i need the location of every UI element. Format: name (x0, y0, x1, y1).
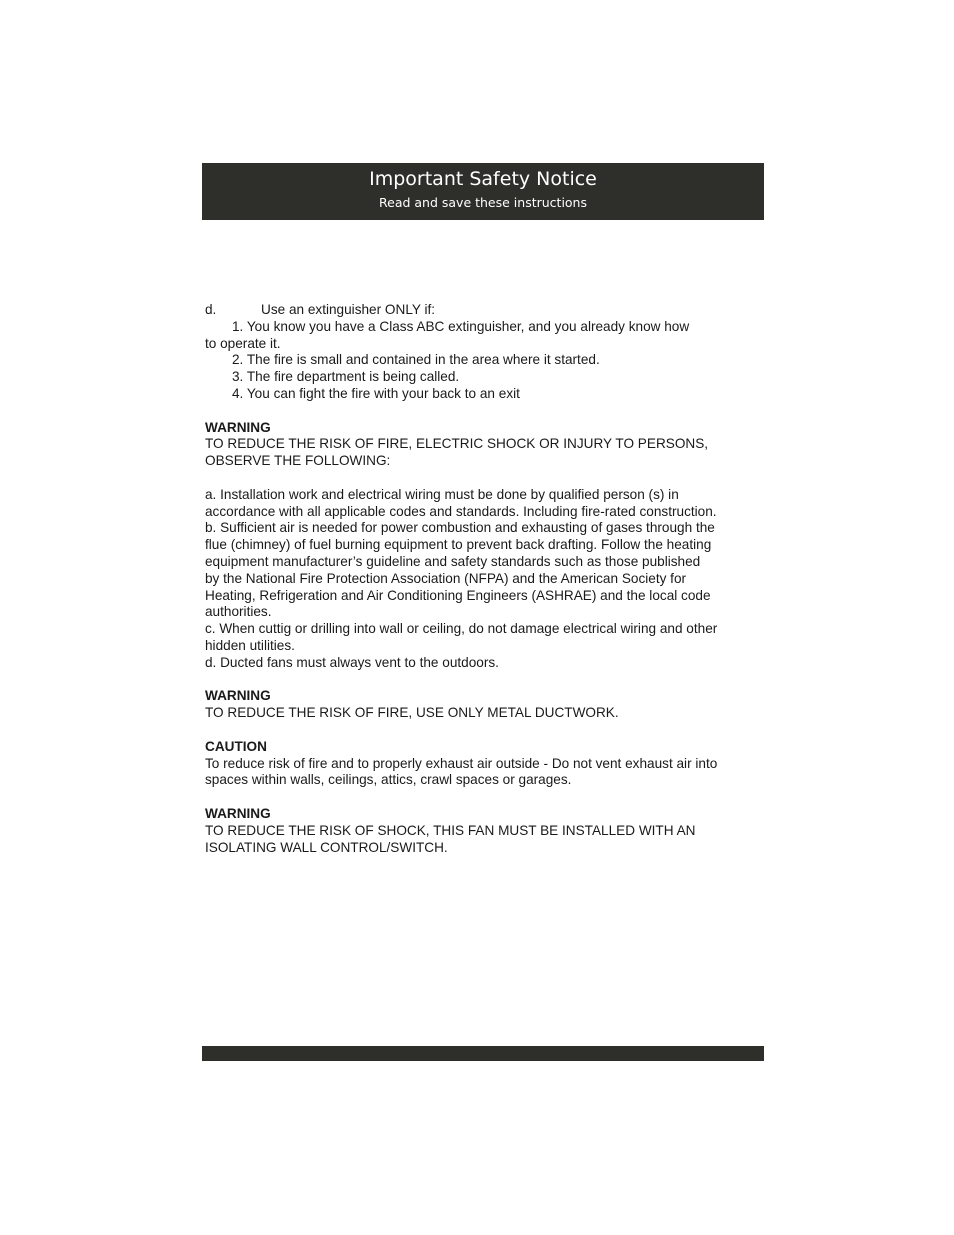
warning-text: TO REDUCE THE RISK OF FIRE, USE ONLY METAL DUCTWORK. (205, 705, 619, 721)
warning-section-1 (205, 420, 750, 470)
warning-section-3 (205, 806, 750, 856)
warning-label: WARNING (205, 419, 271, 435)
page-subtitle: Read and save these instructions (379, 195, 587, 210)
list-item-c: c. When cuttig or drilling into wall or ceiling, do not damage electrical wiring and other (205, 621, 718, 637)
warning-text: TO REDUCE THE RISK OF FIRE, ELECTRIC SHOCK OR INJURY TO PERSONS, (205, 436, 709, 452)
list-item-d: d. Ducted fans must always vent to the outdoors. (205, 654, 499, 670)
extinguisher-section (205, 302, 750, 403)
warning-text: TO REDUCE THE RISK OF SHOCK, THIS FAN MUST BE INSTALLED WITH AN (205, 822, 696, 838)
document-body (205, 302, 750, 856)
warning-text: ISOLATING WALL CONTROL/SWITCH. (205, 839, 448, 855)
warning-label: WARNING (205, 805, 271, 821)
caution-text: spaces within walls, ceilings, attics, crawl spaces or garages. (205, 772, 572, 788)
extinguisher-item-4: 4. You can fight the fire with your back to an exit (232, 385, 520, 401)
header-banner (202, 163, 764, 220)
list-marker: d. (205, 302, 217, 317)
extinguisher-item-3: 3. The fire department is being called. (232, 369, 460, 385)
list-item-b: b. Sufficient air is needed for power combustion and exhausting of gases through the (205, 520, 715, 536)
extinguisher-heading-line (205, 302, 750, 319)
extinguisher-item-2: 2. The fire is small and contained in the area where it started. (232, 352, 600, 368)
list-item-c-cont: hidden utilities. (205, 637, 295, 653)
extinguisher-heading: Use an extinguisher ONLY if: (261, 302, 436, 317)
caution-label: CAUTION (205, 738, 267, 754)
list-item-b-cont: flue (chimney) of fuel burning equipment to prevent back drafting. Follow the heating (205, 537, 712, 553)
list-item-a: a. Installation work and electrical wiring must be done by qualified person (s) in (205, 486, 679, 502)
footer-bar (202, 1046, 764, 1061)
warning-text: OBSERVE THE FOLLOWING: (205, 453, 391, 469)
caution-text: To reduce risk of fire and to properly exhaust air outside - Do not vent exhaust air into (205, 755, 718, 771)
requirements-list (205, 487, 750, 672)
list-item-a-cont: accordance with all applicable codes and standards. Including fire-rated construction. (205, 503, 717, 519)
extinguisher-item-1-cont: to operate it. (205, 335, 281, 351)
warning-label: WARNING (205, 688, 271, 704)
extinguisher-item-1: 1. You know you have a Class ABC extinguisher, and you already know how (232, 318, 690, 334)
caution-section (205, 739, 750, 789)
page-title: Important Safety Notice (369, 168, 597, 190)
list-item-b-cont: equipment manufacturer’s guideline and safety standards such as those published (205, 553, 701, 569)
list-item-b-cont: Heating, Refrigeration and Air Conditioning Engineers (ASHRAE) and the local code (205, 587, 711, 603)
list-item-b-cont: by the National Fire Protection Association (NFPA) and the American Society for (205, 570, 687, 586)
warning-section-2 (205, 688, 750, 722)
list-item-b-cont: authorities. (205, 604, 272, 620)
